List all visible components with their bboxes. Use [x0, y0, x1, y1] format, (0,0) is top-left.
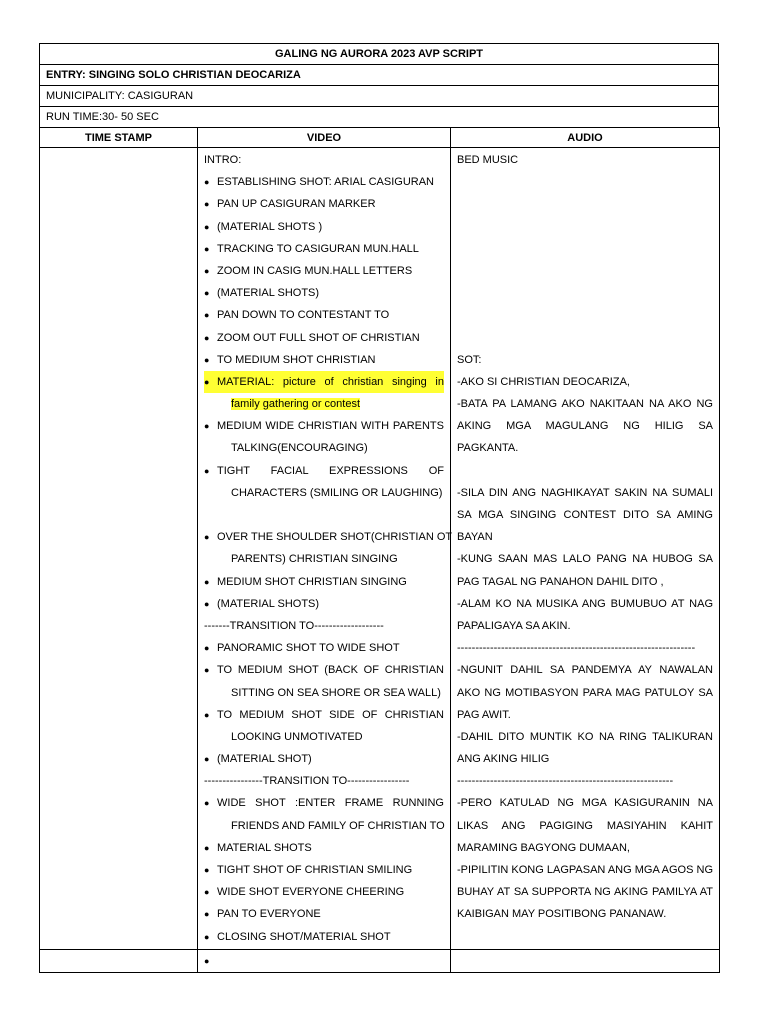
video-blank-line	[204, 504, 444, 526]
divider-line: -----------------------------------------------------------------	[457, 642, 696, 655]
audio-blank-line	[457, 304, 713, 326]
empty-row	[40, 949, 720, 972]
audio-line: AKO NG MOTIBASYON PARA MAG PATULOY SA	[457, 686, 713, 699]
audio-line: BAYAN	[457, 531, 493, 544]
audio-blank-line	[457, 460, 713, 482]
video-line: ● WIDE SHOT EVERYONE CHEERING	[204, 881, 444, 903]
video-line: ● ZOOM IN CASIG MUN.HALL LETTERS	[204, 260, 444, 282]
video-line: ● PANORAMIC SHOT TO WIDE SHOT	[204, 637, 444, 659]
audio-blank-line	[457, 282, 713, 304]
transition-line: -------TRANSITION TO-------------------	[204, 619, 384, 632]
audio-line: -SILA DIN ANG NAGHIKAYAT SAKIN NA SUMALI	[457, 486, 713, 499]
audio-line: BUHAY AT SA SUPPORTA NG AKING PAMILYA AT	[457, 886, 713, 899]
video-line: ● MATERIAL SHOTS	[204, 837, 444, 859]
audio-line: PAG AWIT.	[457, 708, 511, 721]
audio-blank-line	[457, 193, 713, 215]
header-row	[40, 128, 720, 148]
video-line: ● ESTABLISHING SHOT: ARIAL CASIGURAN	[204, 171, 444, 193]
video-line: FRIENDS AND FAMILY OF CHRISTIAN TO	[231, 819, 445, 832]
video-line: SITTING ON SEA SHORE OR SEA WALL)	[231, 686, 441, 699]
audio-line: PAPALIGAYA SA AKIN.	[457, 619, 571, 632]
audio-line: -NGUNIT DAHIL SA PANDEMYA AY NAWALAN	[457, 664, 713, 677]
video-line: ● (MATERIAL SHOTS)	[204, 593, 444, 615]
highlighted-video-line: ● MATERIAL: picture of christian singing in	[204, 371, 444, 393]
video-header: VIDEO	[198, 128, 451, 148]
audio-line: PAGKANTA.	[457, 442, 519, 455]
audio-line: ANG AKING HILIG	[457, 753, 550, 766]
audio-line: -BATA PA LAMANG AKO NAKITAAN NA AKO NG	[457, 398, 713, 411]
video-line: ● TRACKING TO CASIGURAN MUN.HALL	[204, 238, 444, 260]
highlighted-video-line-continued: family gathering or contest	[231, 398, 361, 411]
audio-line: BED MUSIC	[457, 154, 519, 166]
script-table	[39, 127, 720, 973]
video-line: ● WIDE SHOT :ENTER FRAME RUNNING	[204, 792, 444, 814]
empty-audio-cell	[451, 949, 720, 972]
empty-bullet	[204, 950, 444, 972]
video-line: PARENTS) CHRISTIAN SINGING	[231, 553, 398, 566]
video-line: CHARACTERS (SMILING OR LAUGHING)	[231, 486, 443, 499]
document-title: GALING NG AURORA 2023 AVP SCRIPT	[39, 43, 719, 64]
video-line: ● PAN DOWN TO CONTESTANT TO	[204, 304, 444, 326]
municipality-row: MUNICIPALITY: CASIGURAN	[39, 85, 719, 106]
video-line: INTRO:	[204, 154, 242, 166]
empty-video-cell	[198, 949, 451, 972]
video-line: ● MEDIUM SHOT CHRISTIAN SINGING	[204, 571, 444, 593]
audio-line: -KUNG SAAN MAS LALO PANG NA HUBOG SA	[457, 553, 713, 566]
audio-cell	[451, 148, 720, 950]
audio-blank-line	[457, 327, 713, 349]
audio-line: SA MGA SINGING CONTEST DITO SA AMING	[457, 509, 713, 521]
video-line: ● PAN UP CASIGURAN MARKER	[204, 193, 444, 215]
audio-line: PAG TAGAL NG PANAHON DAHIL DITO ,	[457, 575, 664, 588]
divider-line: -----------------------------------------------------------	[457, 775, 674, 788]
audio-line: -DAHIL DITO MUNTIK KO NA RING TALIKURAN	[457, 730, 713, 743]
audio-line: MARAMING BAGYONG DUMAAN,	[457, 841, 630, 854]
audio-header: AUDIO	[451, 128, 720, 148]
video-line: ● (MATERIAL SHOTS )	[204, 216, 444, 238]
audio-blank-line	[457, 171, 713, 193]
script-document	[39, 43, 719, 973]
transition-line: ----------------TRANSITION TO-----------------	[204, 775, 410, 788]
video-line: ● PAN TO EVERYONE	[204, 903, 444, 925]
video-line: ● (MATERIAL SHOT)	[204, 748, 444, 770]
runtime-row: RUN TIME:30- 50 SEC	[39, 106, 719, 127]
audio-line: -PERO KATULAD NG MGA KASIGURANIN NA	[457, 797, 713, 810]
audio-line: -ALAM KO NA MUSIKA ANG BUMUBUO AT NAG	[457, 597, 713, 610]
video-cell	[198, 148, 451, 950]
video-line: ● TO MEDIUM SHOT (BACK OF CHRISTIAN	[204, 659, 444, 681]
video-line: ● CLOSING SHOT/MATERIAL SHOT	[204, 926, 444, 948]
video-line: ● (MATERIAL SHOTS)	[204, 282, 444, 304]
video-line: ● ZOOM OUT FULL SHOT OF CHRISTIAN	[204, 327, 444, 349]
audio-line: -AKO SI CHRISTIAN DEOCARIZA,	[457, 375, 630, 388]
audio-blank-line	[457, 260, 713, 282]
video-line: ● OVER THE SHOULDER SHOT(CHRISTIAN OT	[204, 526, 444, 548]
video-line: ● TO MEDIUM SHOT SIDE OF CHRISTIAN	[204, 704, 444, 726]
video-line: TALKING(ENCOURAGING)	[231, 442, 368, 455]
audio-line: SOT:	[457, 353, 482, 366]
time-stamp-cell	[40, 148, 198, 950]
audio-line: -PIPILITIN KONG LAGPASAN ANG MGA AGOS NG	[457, 864, 713, 876]
video-line: ● MEDIUM WIDE CHRISTIAN WITH PARENTS	[204, 415, 444, 437]
script-body-row	[40, 148, 720, 950]
video-line: ● TIGHT SHOT OF CHRISTIAN SMILING	[204, 859, 444, 881]
video-line: LOOKING UNMOTIVATED	[231, 730, 363, 743]
time-stamp-header: TIME STAMP	[40, 128, 198, 148]
video-line: ● TO MEDIUM SHOT CHRISTIAN	[204, 349, 444, 371]
entry-row: ENTRY: SINGING SOLO CHRISTIAN DEOCARIZA	[39, 64, 719, 85]
video-line: ● TIGHT FACIAL EXPRESSIONS OF	[204, 460, 444, 482]
empty-time-cell	[40, 949, 198, 972]
audio-line: AKING MGA MAGULANG NG HILIG SA	[457, 420, 713, 433]
audio-line: LIKAS ANG PAGIGING MASIYAHIN KAHIT	[457, 819, 713, 832]
audio-blank-line	[457, 238, 713, 260]
audio-blank-line	[457, 216, 713, 238]
audio-line: KAIBIGAN MAY POSITIBONG PANANAW.	[457, 908, 667, 921]
